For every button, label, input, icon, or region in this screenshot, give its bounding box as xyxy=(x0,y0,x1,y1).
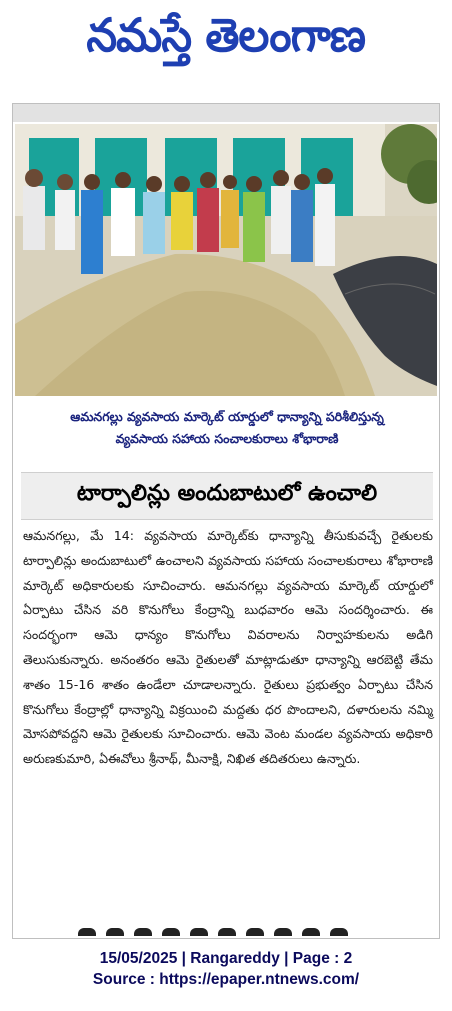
newspaper-masthead xyxy=(0,6,452,76)
clipping-top-strip xyxy=(13,104,439,122)
photo-caption xyxy=(21,406,433,450)
news-clipping xyxy=(12,103,440,939)
footer-date-edition: 15/05/2025 | Rangareddy | Page : 2 xyxy=(99,950,353,967)
article-headline: టార్పాలిన్లు అందుబాటులో ఉంచాలి xyxy=(76,481,378,506)
article-body-text: ఆమనగల్లు, మే 14: వ్యవసాయ మార్కెట్‌కు ధాన్యాన్ని తీసుకువచ్చే రైతులకు టార్పాలిన్లు అందుబాటులో ఉంచాలని వ్యవసాయ సహాయ సంచాలకురాలు శోభారాణి మార్కెట్ అధికారులకు సూచించారు. ఆమనగల్లు వ్యవసాయ మార్కెట్ యార్డులో ఏర్పాటు చేసిన వరి కొనుగోలు కేంద్రాన్ని బుధవారం ఆమె సందర్శించారు. ఈ సందర్భంగా ఆమె ధాన్యం కొనుగోలు వివరాలను నిర్వాహకులను అడిగి తెలుసుకున్నారు. అనంతరం ఆమె రైతులతో మాట్లాడుతూ ధాన్యాన్ని ఆరబెట్టి తేమ శాతం 15-16 శాతం ఉండేలా చూడాలన్నారు. రైతులు ప్రభుత్వం ఏర్పాటు చేసిన కొనుగోలు కేంద్రాల్లో ధాన్యాన్ని విక్రయించి మద్దతు ధర పొందాలని, దళారులను నమ్మి మోసపోవద్దని ఆమె రైతులకు సూచించారు. ఆమె వెంట మండల వ్యవసాయ అధికారి అరుణకుమారి, ఏఈవోలు శ్రీనాథ్, మీనాక్షి, నిఖిత తదితరులు ఉన్నారు. xyxy=(23,528,433,767)
caption-line-2: వ్యవసాయ సహాయ సంచాలకురాలు శోభారాణి xyxy=(115,431,339,446)
footer-source: Source : https://epaper.ntnews.com/ xyxy=(92,971,360,988)
next-headline-cutoff xyxy=(73,926,393,936)
caption-line-1: ఆమనగల్లు వ్యవసాయ మార్కెట్ యార్డులో ధాన్యాన్ని పరిశీలిస్తున్న xyxy=(70,409,384,424)
masthead-title: నమస్తే తెలంగాణ xyxy=(86,8,366,62)
article-body xyxy=(23,524,433,772)
article-photo xyxy=(15,124,437,396)
article-headline-box xyxy=(21,472,433,520)
clipping-footer xyxy=(0,948,452,990)
